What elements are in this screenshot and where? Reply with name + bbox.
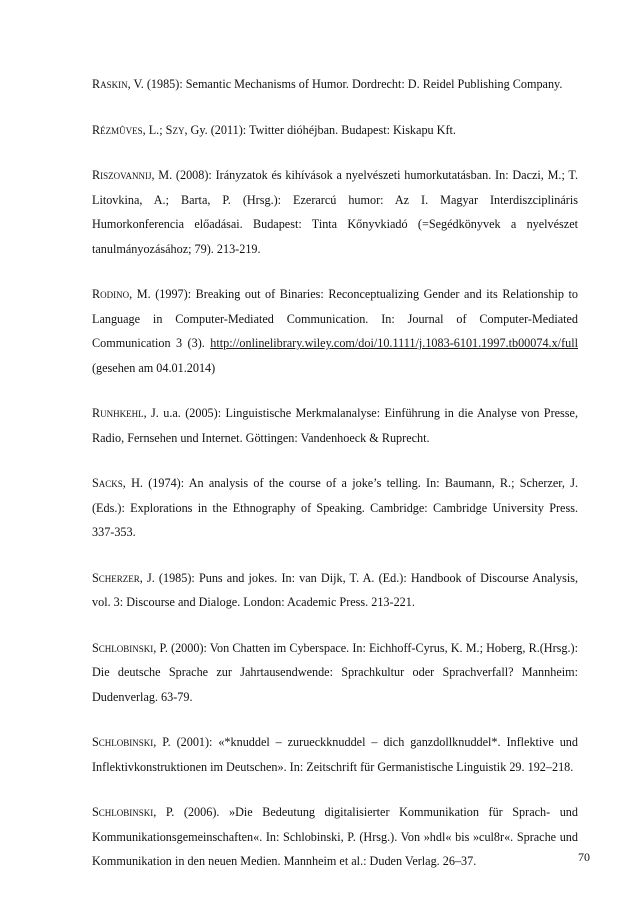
- reference-text: , P. (2001): «*knuddel – zurueckknuddel – dich ganzdollknuddel*. Inflektive und Inflektivkonstruktionen im Deutschen». In: Zeitschrift für Germanistische Linguistik 29. 192–218.: [92, 735, 578, 774]
- reference-author: Schlobinski: [92, 735, 154, 749]
- reference-text-second: , Gy. (2011): Twitter dióhéjban. Budapest: Kiskapu Kft.: [184, 122, 456, 137]
- bibliography-list: [92, 72, 578, 895]
- reference-access-date: (gesehen am 04.01.2014): [92, 360, 216, 375]
- reference-entry: [92, 636, 578, 710]
- reference-author: Rodino: [92, 287, 130, 301]
- reference-text: , P. (2000): Von Chatten im Cyberspace. In: Eichhoff-Cyrus, K. M.; Hoberg, R.(Hrsg.): Die deutsche Sprache zur Jahrtausendwende: Sprachkultur oder Sprachverfall? Mannheim: Dudenverlag. 63-79.: [92, 640, 578, 704]
- reference-author: Rézmûves: [92, 122, 143, 137]
- reference-text: , M. (2008): Irányzatok és kihívások a nyelvészeti humorkutatásban. In: Daczi, M.; T. Litovkina, A.; Barta, P. (Hrsg.): Ezerarcú humor: Az I. Magyar Interdiszciplináris Humorkonferencia előadásai. Budapest: Tinta Kőnyvkiadó (=Segédkönyvek a nyelvészet tanulmányozásához; 79). 213-219.: [92, 168, 578, 256]
- reference-author-second: Szy: [165, 122, 185, 137]
- reference-text: , V. (1985): Semantic Mechanisms of Humor. Dordrecht: D. Reidel Publishing Company.: [127, 77, 563, 91]
- reference-text: , J. (1985): Puns and jokes. In: van Dijk, T. A. (Ed.): Handbook of Discourse Analysis, vol. 3: Discourse and Dialoge. London: Academic Press. 213-221.: [92, 570, 578, 609]
- reference-entry: [92, 800, 578, 874]
- reference-text: , P. (2006). »Die Bedeutung digitalisierter Kommunikation für Sprach- und Kommunikationsgemeinschaften«. In: Schlobinski, P. (Hrsg.). Von »hdl« bis »cul8r«. Sprache und Kommunikation in den neuen Medien. Mannheim et al.: Duden Verlag. 26–37.: [92, 805, 578, 868]
- page-number: 70: [578, 850, 590, 864]
- reference-entry: [92, 118, 578, 143]
- reference-url-link[interactable]: http://onlinelibrary.wiley.com/doi/10.1111/j.1083-6101.1997.tb00074.x/full: [210, 336, 578, 350]
- reference-author: Runhkehl: [92, 406, 144, 420]
- reference-author: Raskin: [92, 77, 128, 91]
- reference-text: , M. (1997): Breaking out of Binaries: Reconceptualizing Gender and its Relationship to Language in Computer-Mediated Communication. In: Journal of Computer-Mediated Communication 3 (3).: [92, 287, 578, 350]
- reference-entry: [92, 401, 578, 450]
- reference-entry: [92, 566, 578, 615]
- reference-author: Schlobinski: [92, 640, 154, 655]
- reference-entry: [92, 471, 578, 545]
- reference-text: , H. (1974): An analysis of the course of a joke’s telling. In: Baumann, R.; Scherzer, J. (Eds.): Explorations in the Ethnography of Speaking. Cambridge: Cambridge University Press. 337-353.: [92, 476, 578, 539]
- reference-author: Schlobinski: [92, 805, 154, 819]
- reference-author: Riszovannij: [92, 168, 152, 182]
- reference-text: , J. u.a. (2005): Linguistische Merkmalanalyse: Einführung in die Analyse von Presse, Radio, Fernsehen und Internet. Göttingen: Vandenhoeck & Ruprecht.: [92, 406, 578, 445]
- reference-entry: [92, 282, 578, 380]
- reference-entry: [92, 730, 578, 779]
- reference-entry: [92, 72, 578, 97]
- reference-text: , L.;: [142, 122, 166, 137]
- reference-entry: [92, 163, 578, 261]
- reference-author: Sacks: [92, 476, 123, 490]
- reference-author: Scherzer: [92, 570, 140, 585]
